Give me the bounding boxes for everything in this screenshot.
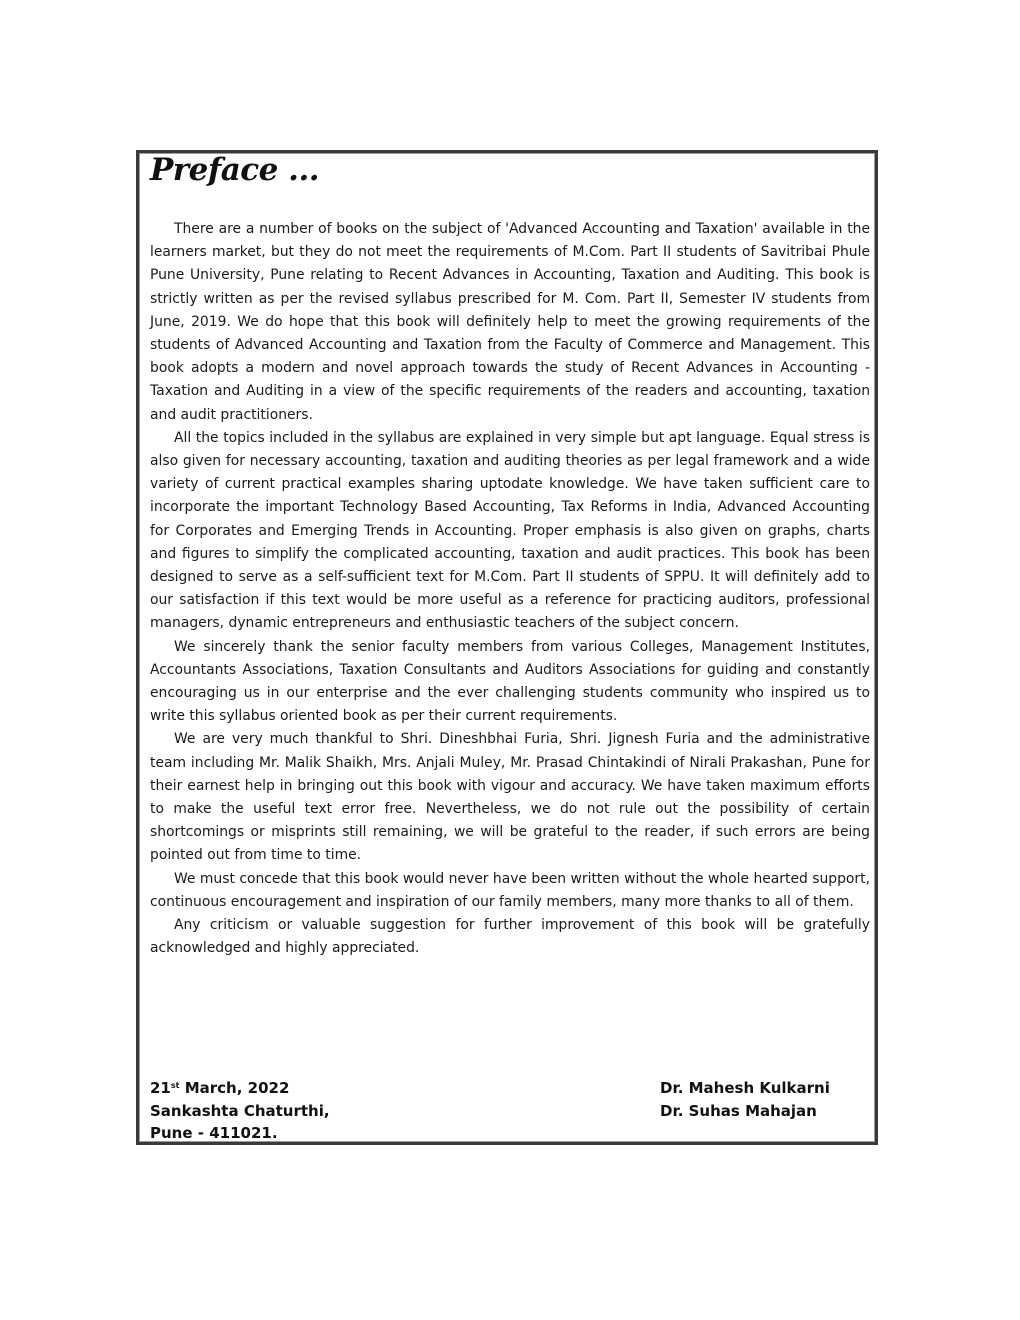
preface-body xyxy=(150,218,870,961)
signature-authors xyxy=(660,1077,830,1122)
page-title: Preface ... xyxy=(150,152,320,188)
paragraph: All the topics included in the syllabus are explained in very simple but apt language. Equal stress is also given for necessary accounting, taxation and auditing theories as per legal framework and a wide variety of current practical examples sharing uptodate knowledge. We have taken sufficient care to incorporate the important Technology Based Accounting, Tax Reforms in India, Advanced Accounting for Corporates and Emerging Trends in Accounting. Proper emphasis is also given on graphs, charts and figures to simplify the complicated accounting, taxation and audit practices. This book has been designed to serve as a self-sufficient text for M.Com. Part II students of SPPU. It will definitely add to our satisfaction if this text would be more useful as a reference for practicing auditors, professional managers, dynamic entrepreneurs and enthusiastic teachers of the subject concern. xyxy=(150,429,870,632)
signature-date-place xyxy=(150,1077,330,1145)
paragraph: We must concede that this book would never have been written without the whole hearted support, continuous encouragement and inspiration of our family members, many more thanks to all of them. xyxy=(150,870,870,910)
paragraph: There are a number of books on the subject of 'Advanced Accounting and Taxation' available in the learners market, but they do not meet the requirements of M.Com. Part II students of Savitribai Phule Pune University, Pune relating to Recent Advances in Accounting, Taxation and Auditing. This book is strictly written as per the revised syllabus prescribed for M. Com. Part II, Semester IV students from June, 2019. We do hope that this book will definitely help to meet the growing requirements of the students of Advanced Accounting and Taxation from the Faculty of Commerce and Management. This book adopts a modern and novel approach towards the study of Recent Advances in Accounting - Taxation and Auditing in a view of the specific requirements of the readers and accounting, taxation and audit practitioners. xyxy=(150,221,870,423)
author-name: Dr. Mahesh Kulkarni xyxy=(660,1079,830,1097)
signature-date: 21st March, 2022 xyxy=(150,1079,290,1097)
signature-place: Pune - 411021. xyxy=(150,1124,278,1142)
paragraph: We are very much thankful to Shri. Dineshbhai Furia, Shri. Jignesh Furia and the administrative team including Mr. Malik Shaikh, Mrs. Anjali Muley, Mr. Prasad Chintakindi of Nirali Prakashan, Pune for their earnest help in bringing out this book with vigour and accuracy. We have taken maximum efforts to make the useful text error free. Nevertheless, we do not rule out the possibility of certain shortcomings or misprints still remaining, we will be grateful to the reader, if such errors are being pointed out from time to time. xyxy=(150,731,870,864)
paragraph: Any criticism or valuable suggestion for further improvement of this book will be gratefully acknowledged and highly appreciated. xyxy=(150,917,870,957)
author-name: Dr. Suhas Mahajan xyxy=(660,1101,817,1120)
signature-occasion: Sankashta Chaturthi, xyxy=(150,1101,330,1120)
paragraph: We sincerely thank the senior faculty members from various Colleges, Management Institutes, Accountants Associations, Taxation Consultants and Auditors Associations for guiding and constantly encouraging us in our enterprise and the ever challenging students community who inspired us to write this syllabus oriented book as per their current requirements. xyxy=(150,638,870,725)
